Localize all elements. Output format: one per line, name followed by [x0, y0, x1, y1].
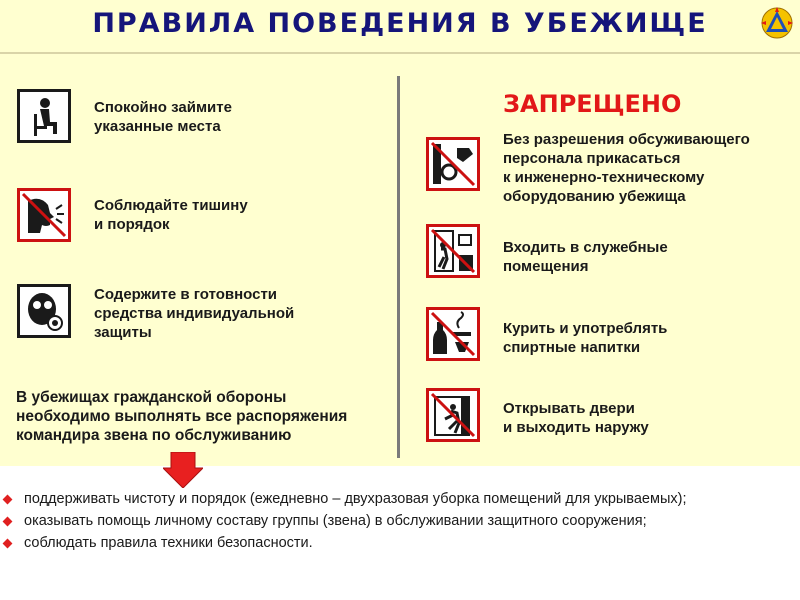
list-item: оказывать помощь личному составу группы (звена) в обслуживании защитного сооружения; [0, 510, 800, 532]
column-divider [397, 76, 400, 458]
no-exit-icon [426, 388, 480, 442]
forbid-service-rooms-text: Входить в служебные помещения [503, 239, 668, 275]
no-talking-icon [17, 188, 71, 242]
civil-defense-emblem-icon [760, 6, 794, 40]
no-smoking-drinking-icon [426, 307, 480, 361]
list-item: поддерживать чистоту и порядок (ежедневно – двухразовая уборка помещений для укрываемых); [0, 488, 800, 510]
rule-sit-text: Спокойно займите указанные места [94, 99, 232, 135]
bullet-diamond-icon [3, 495, 13, 505]
rule-ppe-text: Содержите в готовности средства индивидуальной защиты [94, 286, 295, 341]
title-divider [0, 52, 800, 54]
list-item: соблюдать правила техники безопасности. [0, 532, 800, 554]
forbidden-title: ЗАПРЕЩЕНО [503, 90, 682, 118]
duties-list [0, 488, 800, 554]
rule-silence-text: Соблюдайте тишину и порядок [94, 197, 248, 233]
no-entry-service-room-icon [426, 224, 480, 278]
gas-mask-icon [17, 284, 71, 338]
no-touch-equipment-icon [426, 137, 480, 191]
forbid-smoking-text: Курить и употреблять спиртные напитки [503, 320, 668, 356]
bullet-diamond-icon [3, 517, 13, 527]
forbid-equipment-text: Без разрешения обсуживающего персонала прикасаться к инженерно-техническому оборудованию убежища [503, 131, 750, 205]
forbid-exit-text: Открывать двери и выходить наружу [503, 400, 649, 436]
bullet-diamond-icon [3, 539, 13, 549]
command-note: В убежищах гражданской обороны необходимо выполнять все распоряжения командира звена по обслуживанию [16, 389, 348, 444]
poster-title: ПРАВИЛА ПОВЕДЕНИЯ В УБЕЖИЩЕ [92, 8, 708, 39]
down-arrow-icon [163, 452, 203, 488]
sitting-person-icon [17, 89, 71, 143]
